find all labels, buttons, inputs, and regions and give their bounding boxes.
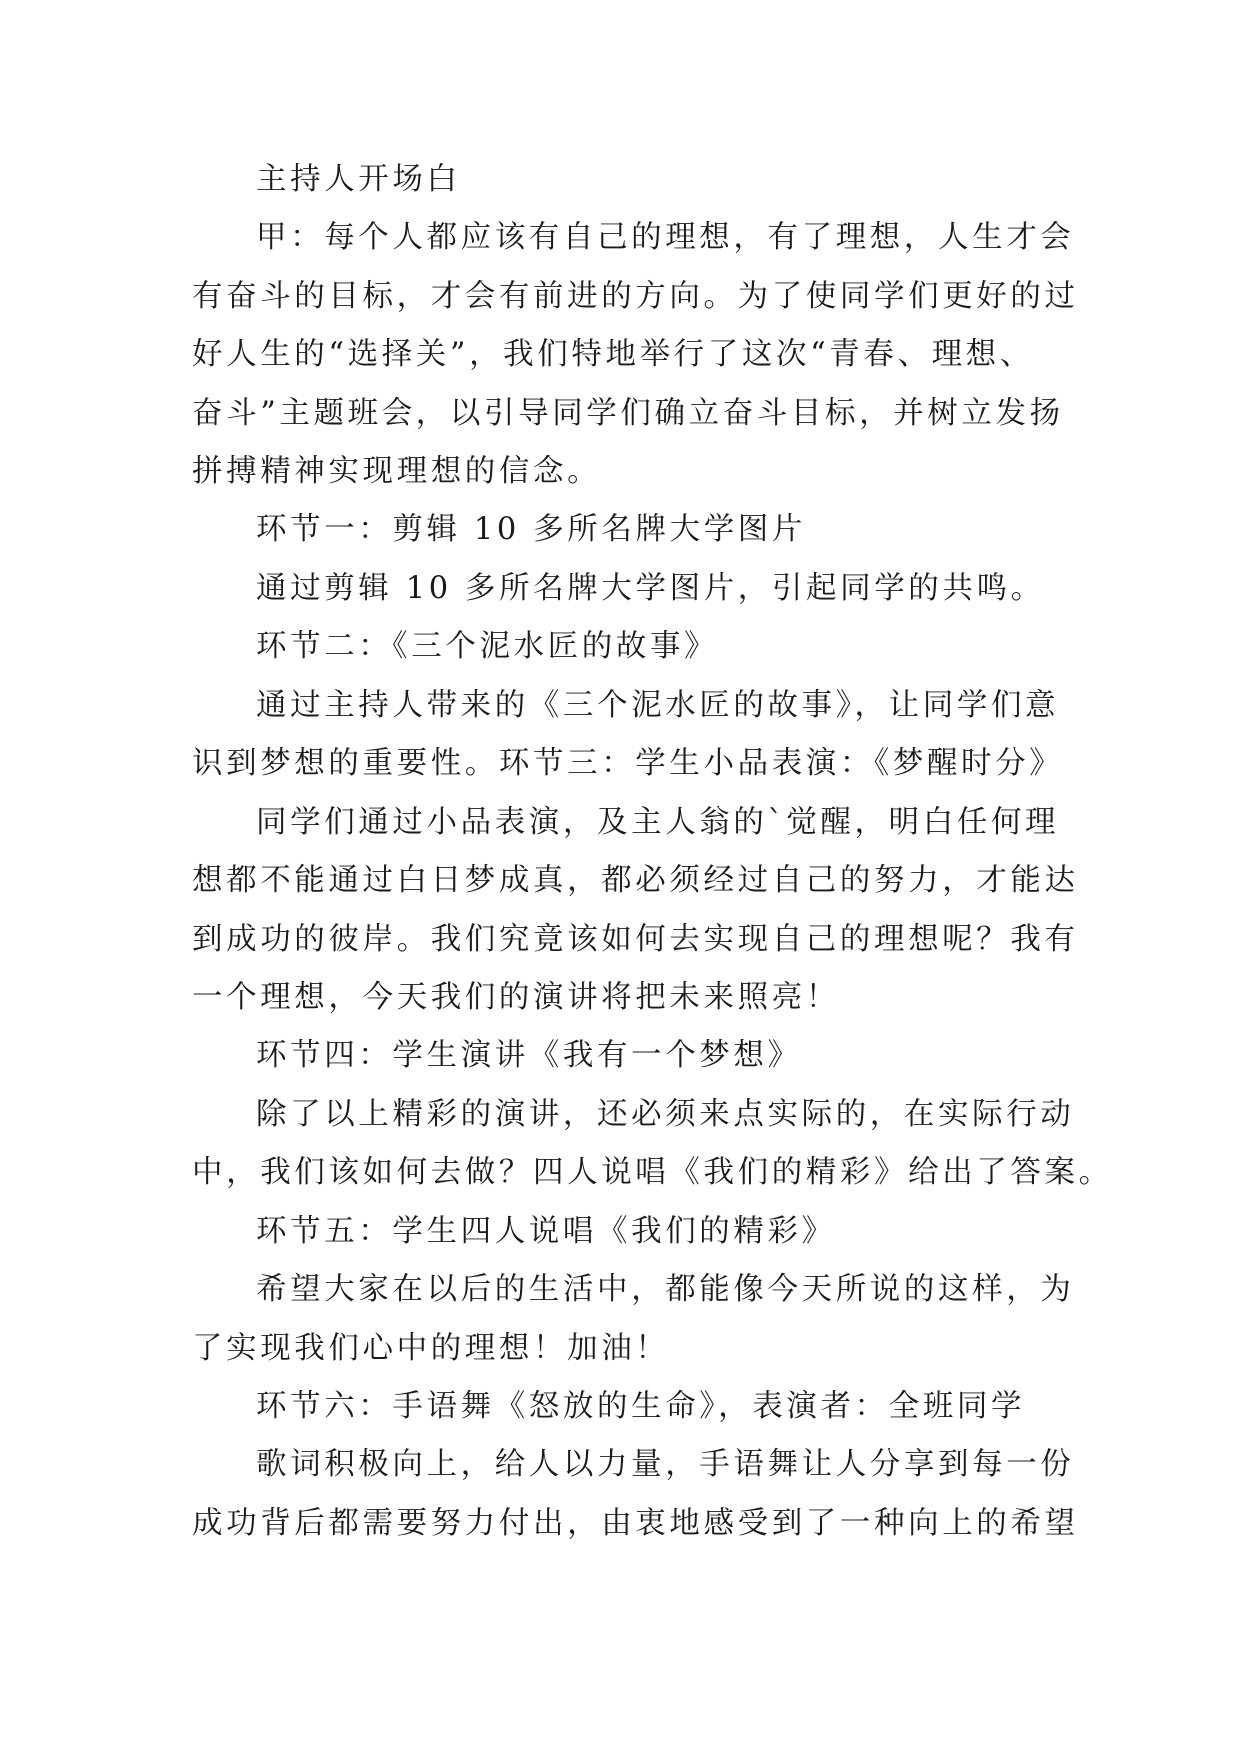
paragraph-line: 了实现我们心中的理想！加油！ — [192, 1331, 670, 1366]
paragraph-line: 通过主持人带来的《三个泥水匠的故事》，让同学们意 — [256, 688, 1060, 723]
paragraph-line: 奋斗”主题班会，以引导同学们确立奋斗目标，并树立发扬 — [192, 396, 1064, 431]
paragraph-line: 同学们通过小品表演，及主人翁的`觉醒，明白任何理 — [256, 805, 1060, 840]
paragraph-line: 想都不能通过白日梦成真，都必须经过自己的努力，才能达 — [192, 863, 1079, 898]
paragraph-line: 通过剪辑 10 多所名牌大学图片，引起同学的共鸣。 — [256, 571, 1045, 606]
paragraph-line: 拼搏精神实现理想的信念。 — [192, 454, 602, 489]
section-heading-6: 环节六：手语舞《怒放的生命》，表演者：全班同学 — [256, 1389, 1026, 1424]
paragraph-line: 一个理想，今天我们的演讲将把未来照亮！ — [192, 980, 840, 1015]
section-heading-2: 环节二：《三个泥水匠的故事》 — [256, 629, 719, 664]
heading-host-opening: 主持人开场白 — [256, 162, 461, 197]
section-heading-1: 环节一：剪辑 10 多所名牌大学图片 — [256, 512, 806, 547]
paragraph-line: 好人生的“选择关”，我们特地举行了这次“青春、理想、 — [192, 337, 1034, 372]
paragraph-line: 识到梦想的重要性。环节三：学生小品表演：《梦醒时分》 — [192, 746, 1064, 781]
paragraph-line: 歌词积极向上，给人以力量，手语舞让人分享到每一份 — [256, 1447, 1075, 1482]
paragraph-line: 成功背后都需要努力付出，由衷地感受到了一种向上的希望 — [192, 1506, 1079, 1541]
section-heading-5: 环节五：学生四人说唱《我们的精彩》 — [256, 1214, 836, 1249]
paragraph-line: 中，我们该如何去做？四人说唱《我们的精彩》给出了答案。 — [192, 1155, 1113, 1190]
paragraph-line: 有奋斗的目标，才会有前进的方向。为了使同学们更好的过 — [192, 279, 1079, 314]
paragraph-line: 希望大家在以后的生活中，都能像今天所说的这样，为 — [256, 1272, 1075, 1307]
paragraph-line: 甲：每个人都应该有自己的理想，有了理想，人生才会 — [256, 220, 1075, 255]
paragraph-line: 到成功的彼岸。我们究竟该如何去实现自己的理想呢？我有 — [192, 922, 1079, 957]
section-heading-4: 环节四：学生演讲《我有一个梦想》 — [256, 1038, 802, 1073]
paragraph-line: 除了以上精彩的演讲，还必须来点实际的，在实际行动 — [256, 1097, 1075, 1132]
